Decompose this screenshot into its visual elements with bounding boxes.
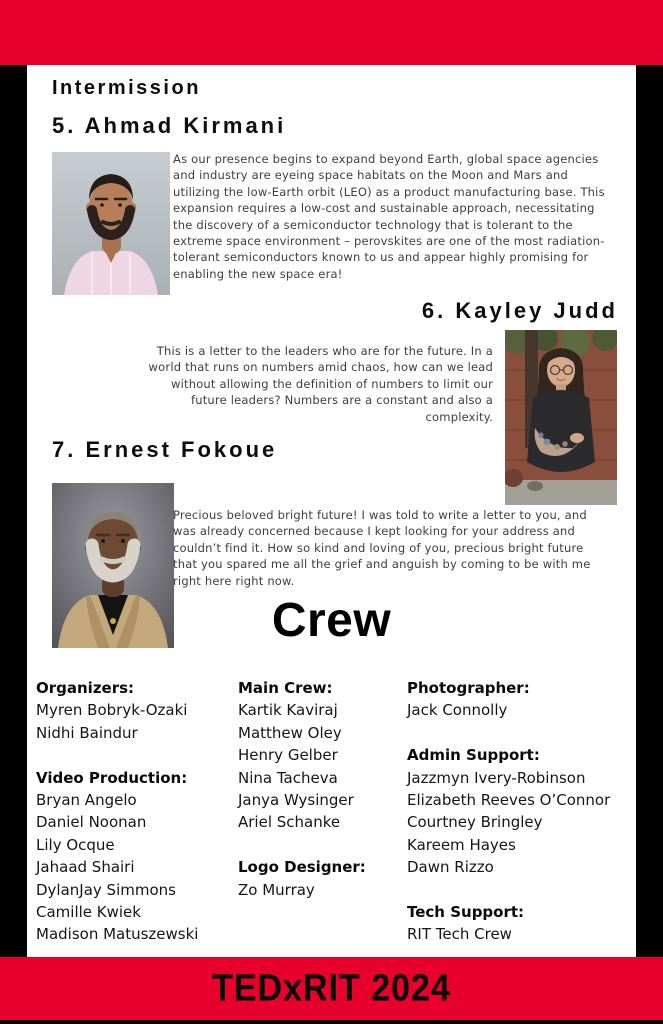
footer-title: TEDxRIT 2024 xyxy=(212,966,451,1010)
crew-name: RIT Tech Crew xyxy=(407,925,512,944)
crew-name: Elizabeth Reeves O’Connor xyxy=(407,791,611,810)
crew-section-heading: Organizers: xyxy=(36,679,135,697)
speaker-heading-ahmad-kirmani: 5. Ahmad Kirmani xyxy=(52,113,287,138)
crew-section-logo-designer xyxy=(238,856,406,901)
crew-name: Lily Ocque xyxy=(36,835,115,854)
kayley-judd-bio: This is a letter to the leaders who are for the future. In a world that runs on numbers amid chaos, how can we lead without allowing the definition of numbers to limit our future leaders? Numbers are a constant and also a complexity. xyxy=(148,344,493,424)
crew-section-heading: Admin Support: xyxy=(407,746,540,765)
crew-name: Madison Matuszewski xyxy=(36,925,199,944)
crew-name: Daniel Noonan xyxy=(36,813,147,832)
crew-name: Camille Kwiek xyxy=(36,903,141,922)
crew-section-main-crew xyxy=(238,677,406,834)
crew-name: Zo Murray xyxy=(238,880,315,899)
kayley-judd-portrait xyxy=(505,330,617,505)
crew-name: DylanJay Simmons xyxy=(36,880,176,899)
crew-column-1 xyxy=(36,677,236,946)
crew-name: Myren Bobryk-Ozaki xyxy=(36,701,188,720)
crew-section-heading: Main Crew: xyxy=(238,679,333,697)
ahmad-kirmani-portrait xyxy=(52,152,170,295)
speaker-heading-kayley-judd: 6. Kayley Judd xyxy=(421,298,618,323)
ahmad-portrait-illustration xyxy=(52,152,170,295)
crew-name: Henry Gelber xyxy=(238,746,338,765)
crew-name: Ariel Schanke xyxy=(238,813,341,832)
crew-name: Matthew Oley xyxy=(238,723,342,742)
crew-section-heading: Photographer: xyxy=(407,679,530,697)
kayley-portrait-illustration xyxy=(505,330,617,505)
crew-section-heading: Tech Support: xyxy=(407,903,525,922)
crew-name: Nidhi Baindur xyxy=(36,723,138,742)
crew-name: Courtney Bringley xyxy=(407,813,543,832)
crew-name: Bryan Angelo xyxy=(36,791,137,810)
crew-name: Kareem Hayes xyxy=(407,835,516,854)
crew-section-photographer xyxy=(407,677,633,722)
top-red-band xyxy=(0,0,663,65)
crew-section-heading: Logo Designer: xyxy=(238,858,366,877)
speaker-heading-ernest-fokoue: 7. Ernest Fokoue xyxy=(52,437,278,462)
crew-section-tech-support xyxy=(407,901,633,946)
crew-name: Dawn Rizzo xyxy=(407,858,494,877)
crew-name: Kartik Kaviraj xyxy=(238,701,338,720)
crew-name: Janya Wysinger xyxy=(238,791,354,810)
ernest-fokoue-bio: Precious beloved bright future! I was told to write a letter to you, and was already concerned because I kept looking for your address and couldn’t find it. How so kind and loving of you, precious bright future that you spared me all the grief and anguish by coming to be with me right here right now. xyxy=(173,508,591,588)
program-content xyxy=(27,65,636,957)
crew-section-admin-support xyxy=(407,744,633,878)
ahmad-kirmani-bio: As our presence begins to expand beyond Earth, global space agencies and industry are eyeing space habitats on the Moon and Mars and utilizing the low-Earth orbit (LEO) as a product manufacturing base. This expansion requires a low-cost and sustainable approach, necessitating the discovery of a semiconductor technology that is tolerant to the extreme space environment – perovskites are one of the most radiation-tolerant semiconductors known to us and appear highly promising for enabling the new space era! xyxy=(173,152,605,281)
crew-name: Jack Connolly xyxy=(407,701,508,720)
crew-name: Nina Tacheva xyxy=(238,768,338,787)
intermission-heading: Intermission xyxy=(52,77,201,99)
bottom-red-band xyxy=(0,957,663,1020)
crew-section-organizers xyxy=(36,677,236,744)
crew-title: Crew xyxy=(271,594,392,647)
crew-column-3 xyxy=(407,677,633,946)
crew-name: Jahaad Shairi xyxy=(36,858,135,877)
crew-name: Jazzmyn Ivery-Robinson xyxy=(407,768,586,787)
crew-section-video-production xyxy=(36,767,236,946)
crew-column-2 xyxy=(238,677,406,901)
crew-section-heading: Video Production: xyxy=(36,768,188,787)
